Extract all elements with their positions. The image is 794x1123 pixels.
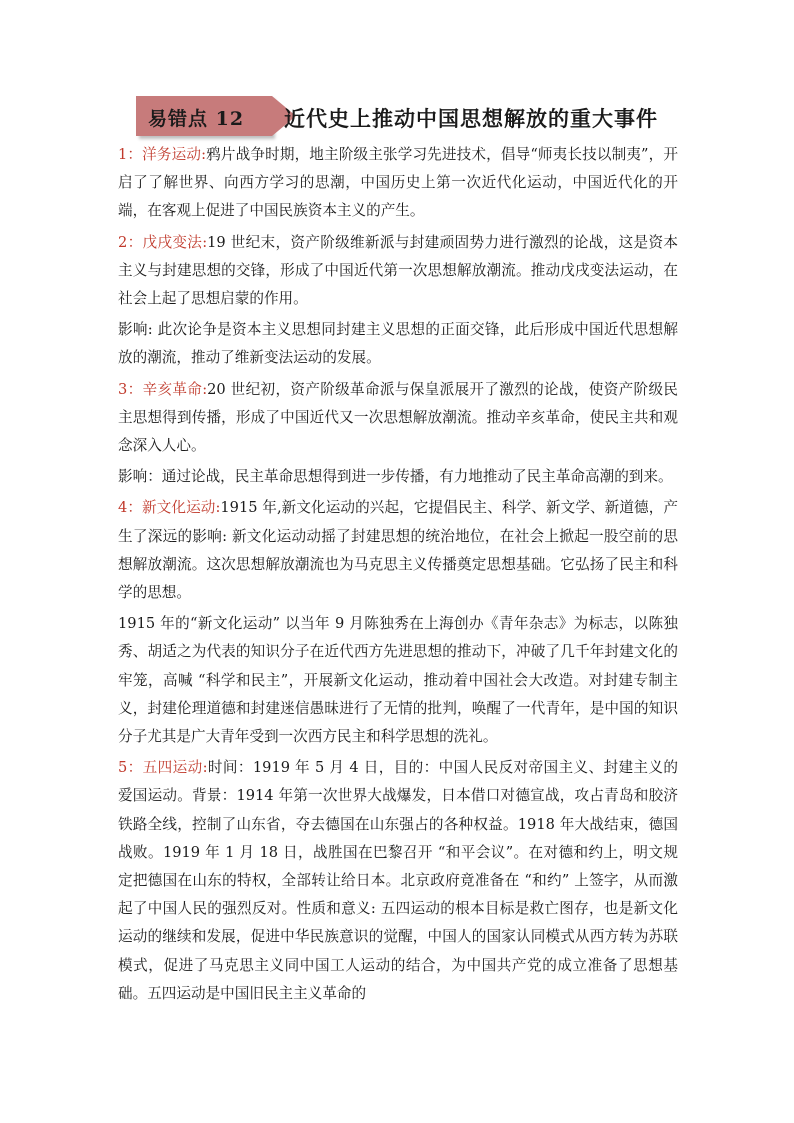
paragraph-yangwu: [118, 141, 678, 226]
section-label: 1：洋务运动:: [118, 146, 207, 163]
topic-badge: [136, 96, 272, 136]
paragraph-new-culture-detail: 1915 年的“新文化运动” 以当年 9 月陈独秀在上海创办《青年杂志》为标志，以陈独秀、胡适之为代表的知识分子在近代西方先进思想的推动下，冲破了几千年封建文化的牢笼，高喊 “科学和民主”，开展新文化运动，推动着中国社会大改造。对封建专制主义，封建伦理道德和封建迷信愚昧进行了无情的批判，唤醒了一代青年，是中国的知识分子尤其是广大青年受到一次西方民主和科学思想的洗礼。: [118, 615, 678, 746]
paragraph-wuxu: [118, 229, 678, 314]
paragraph-text: 时间：1919 年 5 月 4 日，目的：中国人民反对帝国主义、封建主义的爱国运动。背景：1914 年第一次世界大战爆发，日本借口对德宣战，攻占青岛和胶济铁路全线，控制了山东省，夺去德国在山东强占的各种权益。1918 年大战结束，德国战败。1919 年 1 月 18 日，战胜国在巴黎召开 “和平会议”。在对德和约上，明文规定把德国在山东的特权，全部转让给日本。北京政府竟准备在 “和约” 上签字，从而激起了中国人民的强烈反对。性质和意义: 五四运动的根本目标是救亡图存，也是新文化运动的继续和发展，促进中华民族意识的觉醒，中国人的国家认同模式从西方转为苏联模式，促进了马克思主义同中国工人运动的结合，为中国共产党的成立准备了思想基础。五四运动是中国旧民主主义革命的: [118, 759, 678, 1002]
section-label: 3：辛亥革命:: [118, 380, 208, 398]
document-body: [118, 141, 678, 1011]
paragraph-xinhai: [118, 376, 678, 461]
paragraph-text: 1915 年,新文化运动的兴起，它提倡民主、科学、新文学、新道德，产生了深远的影响: 新文化运动动摇了封建思想的统治地位，在社会上掀起一股空前的思想解放潮流。这次思想解放潮流也为马克思主义传播奠定思想基础。它弘扬了民主和科学的思想。: [118, 499, 679, 602]
paragraph-new-culture: [118, 494, 678, 607]
page-title: 近代史上推动中国思想解放的重大事件: [284, 106, 658, 131]
paragraph-may-fourth: [118, 754, 678, 1008]
paragraph-wuxu-impact: 影响: 此次论争是资本主义思想同封建主义思想的正面交锋，此后形成中国近代思想解放的潮流，推动了维新变法运动的发展。: [118, 321, 678, 367]
section-label: 2：戊戌变法:: [118, 233, 208, 251]
section-label: 5：五四运动:: [118, 759, 208, 777]
paragraph-text: 鸦片战争时期，地主阶级主张学习先进技术，倡导“师夷长技以制夷”，开启了了解世界、向西方学习的思潮，中国历史上第一次近代化运动，中国近代化的开端，在客观上促进了中国民族资本主义的产生。: [118, 146, 678, 220]
section-label: 4：新文化运动:: [118, 499, 221, 517]
badge-label: 易错点 12: [148, 108, 245, 130]
paragraph-xinhai-impact: 影响：通过论战，民主革命思想得到进一步传播，有力地推动了民主革命高潮的到来。: [118, 468, 673, 486]
paragraph-text: 20 世纪初，资产阶级革命派与保皇派展开了激烈的论战，使资产阶级民主思想得到传播，形成了中国近代又一次思想解放潮流。推动辛亥革命，使民主共和观念深入人心。: [118, 380, 678, 455]
section-header: [136, 96, 676, 138]
paragraph-text: 19 世纪末，资产阶级维新派与封建顽固势力进行激烈的论战，这是资本主义与封建思想的交锋，形成了中国近代第一次思想解放潮流。推动戊戌变法运动，在社会上起了思想启蒙的作用。: [118, 233, 678, 308]
